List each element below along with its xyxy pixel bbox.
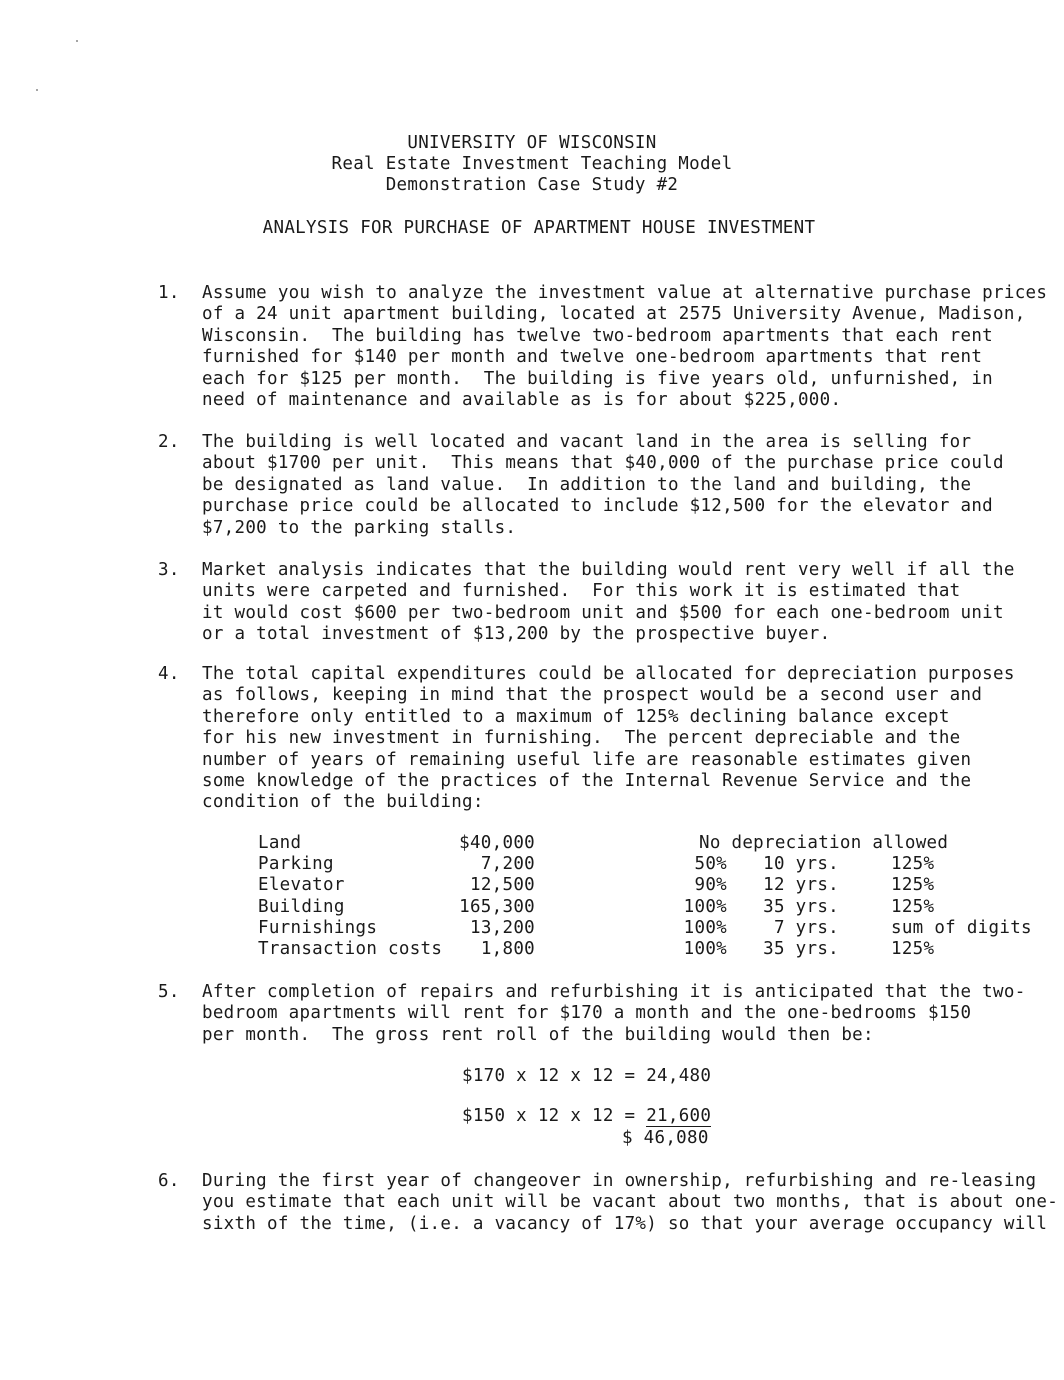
text-line: Market analysis indicates that the building would rent very well if all the <box>202 560 1015 580</box>
calc-expression: $150 x 12 x 12 = <box>462 1106 647 1126</box>
text-line: some knowledge of the practices of the Internal Revenue Service and the <box>202 771 972 792</box>
text-line: per month. The gross rent roll of the building would then be: <box>202 1024 874 1045</box>
depreciation-method: 125% <box>891 854 935 875</box>
item-number: 4. <box>158 664 180 684</box>
table-row <box>258 897 1032 918</box>
text-line: of a 24 unit apartment building, located at 2575 University Avenue, Madison, <box>202 304 1026 325</box>
table-row <box>258 854 1032 875</box>
text-line: or a total investment of $13,200 by the prospective buyer. <box>202 624 831 645</box>
text-line: for his new investment in furnishing. The percent depreciable and the <box>202 728 961 749</box>
text-line: After completion of repairs and refurbishing it is anticipated that the two- <box>202 982 1026 1002</box>
depreciation-table <box>258 833 1032 960</box>
rent-calc-one-bedroom <box>462 1106 711 1126</box>
item-text <box>202 432 1004 539</box>
gross-rent-total: $ 46,080 <box>622 1128 709 1148</box>
text-line: sixth of the time, (i.e. a vacancy of 17%) so that your average occupancy will <box>202 1213 1048 1234</box>
text-line: number of years of remaining useful life are reasonable estimates given <box>202 749 972 770</box>
text-line: about $1700 per unit. This means that $40,000 of the purchase price could <box>202 453 1004 474</box>
useful-life: 35 yrs. <box>763 939 839 960</box>
asset-name: Elevator <box>258 875 345 896</box>
percent-depreciable: 50% <box>694 854 727 875</box>
asset-name: Furnishings <box>258 917 378 938</box>
asset-name: Building <box>258 896 345 917</box>
text-line: Assume you wish to analyze the investment value at alternative purchase prices <box>202 283 1048 303</box>
asset-name: Land <box>258 833 302 853</box>
text-line: Wisconsin. The building has twelve two-bedroom apartments that each rent <box>202 325 994 346</box>
depreciation-method: 125% <box>891 939 935 960</box>
text-line: condition of the building: <box>202 792 484 813</box>
text-line: you estimate that each unit will be vacant about two months, that is about one- <box>202 1192 1059 1213</box>
percent-depreciable: 90% <box>694 875 727 896</box>
table-row <box>258 939 1032 960</box>
item-text <box>202 1171 1058 1235</box>
useful-life: 7 yrs. <box>773 917 839 938</box>
calc-expression: $170 x 12 x 12 = <box>462 1066 647 1086</box>
asset-amount: 13,200 <box>469 917 535 938</box>
text-line: bedroom apartments will rent for $170 a month and the one-bedrooms $150 <box>202 1003 972 1024</box>
useful-life: 12 yrs. <box>763 875 839 896</box>
percent-depreciable: 100% <box>683 896 727 917</box>
asset-amount: 165,300 <box>459 896 535 917</box>
item-text <box>202 982 1026 1046</box>
asset-amount: 12,500 <box>469 875 535 896</box>
rent-calc-two-bedroom <box>462 1066 711 1086</box>
item-number: 3. <box>158 560 180 580</box>
calc-result: 24,480 <box>646 1066 712 1086</box>
text-line: it would cost $600 per two-bedroom unit and $500 for each one-bedroom unit <box>202 602 1004 623</box>
case-study-title: Demonstration Case Study #2 <box>385 175 679 195</box>
percent-depreciable: 100% <box>683 939 727 960</box>
text-line: $7,200 to the parking stalls. <box>202 517 517 538</box>
item-text <box>202 283 1047 411</box>
text-line: each for $125 per month. The building is five years old, unfurnished, in <box>202 368 994 389</box>
asset-amount: $40,000 <box>459 833 535 853</box>
table-row <box>258 918 1032 939</box>
item-text <box>202 560 1015 646</box>
text-line: as follows, keeping in mind that the prospect would be a second user and <box>202 685 983 706</box>
asset-amount: 1,800 <box>480 939 535 960</box>
text-line: need of maintenance and available as is for about $225,000. <box>202 390 842 411</box>
text-line: therefore only entitled to a maximum of 125% declining balance except <box>202 706 950 727</box>
asset-amount: 7,200 <box>480 854 535 875</box>
text-line: be designated as land value. In addition to the land and building, the <box>202 474 972 495</box>
depreciation-method: sum of digits <box>891 917 1032 938</box>
analysis-title: ANALYSIS FOR PURCHASE OF APARTMENT HOUSE INVESTMENT <box>262 218 816 238</box>
item-number: 2. <box>158 432 180 452</box>
text-line: The total capital expenditures could be allocated for depreciation purposes <box>202 664 1015 684</box>
asset-name: Parking <box>258 854 334 875</box>
table-row <box>258 833 1032 854</box>
text-line: furnished for $140 per month and twelve one-bedroom apartments that rent <box>202 347 983 368</box>
text-line: The building is well located and vacant land in the area is selling for <box>202 432 972 452</box>
depreciation-note: No depreciation allowed <box>699 833 949 853</box>
item-number: 5. <box>158 982 180 1002</box>
item-text <box>202 664 1015 814</box>
table-row <box>258 875 1032 896</box>
useful-life: 10 yrs. <box>763 854 839 875</box>
scan-speck <box>76 40 78 42</box>
institution-title: UNIVERSITY OF WISCONSIN <box>407 133 657 153</box>
item-number: 1. <box>158 283 180 303</box>
document-header <box>0 133 1064 196</box>
text-line: purchase price could be allocated to include $12,500 for the elevator and <box>202 496 994 517</box>
model-title: Real Estate Investment Teaching Model <box>331 154 733 174</box>
text-line: units were carpeted and furnished. For this work it is estimated that <box>202 581 961 602</box>
scan-speck <box>36 89 38 91</box>
percent-depreciable: 100% <box>683 917 727 938</box>
depreciation-method: 125% <box>891 896 935 917</box>
asset-name: Transaction costs <box>258 939 443 960</box>
calc-result: 21,600 <box>646 1106 712 1126</box>
depreciation-method: 125% <box>891 875 935 896</box>
item-number: 6. <box>158 1171 180 1191</box>
text-line: During the first year of changeover in ownership, refurbishing and re-leasing <box>202 1171 1037 1191</box>
useful-life: 35 yrs. <box>763 896 839 917</box>
